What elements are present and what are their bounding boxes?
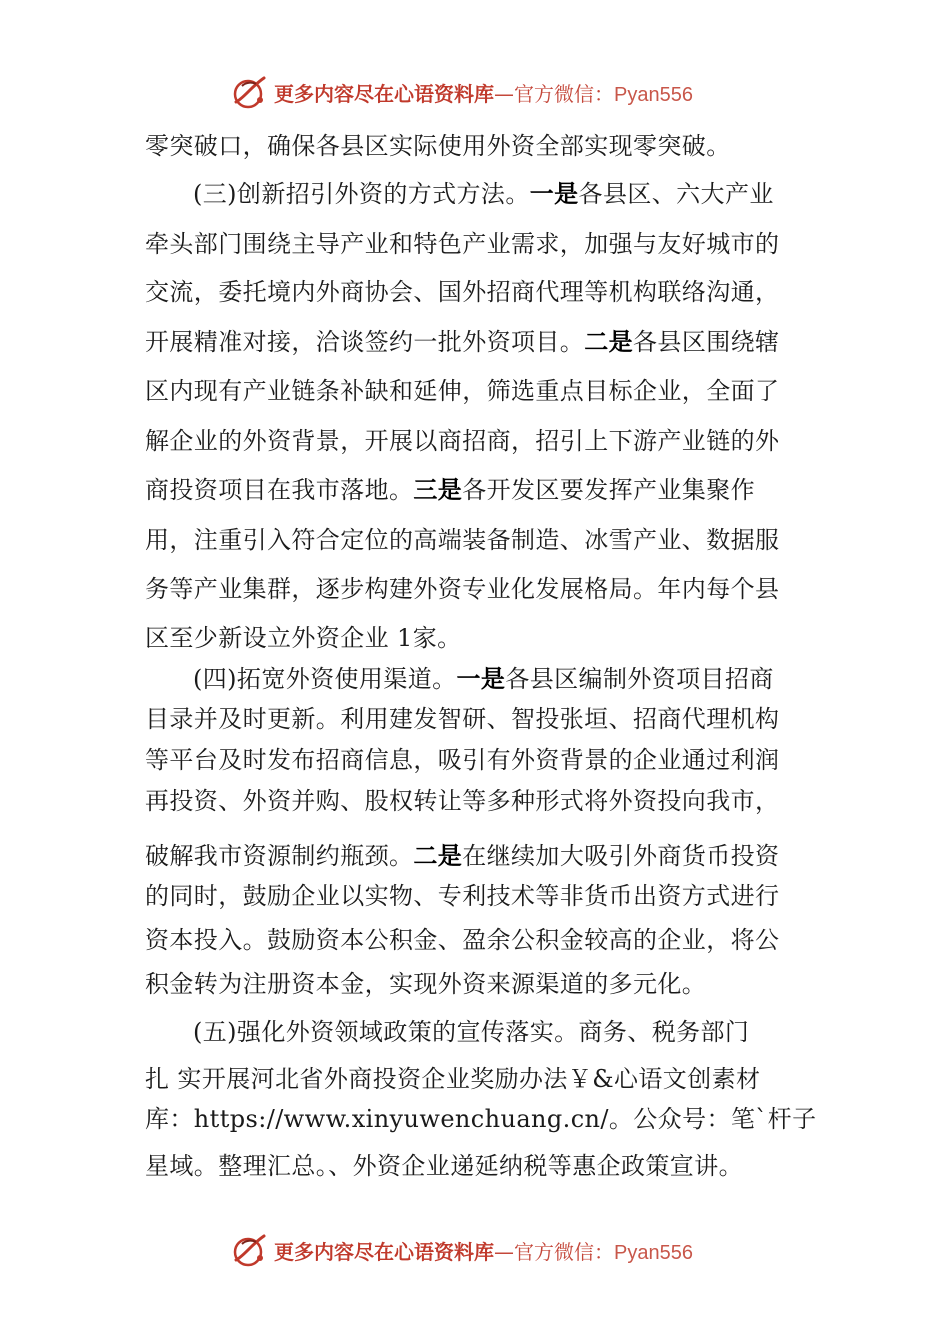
text-line-8: 商投资项目在我市落地。三是各开发区要发挥产业集聚作 [145,476,756,504]
watermark-text [274,1236,693,1265]
text-line-20: (五)强化外资领域政策的宣传落实。商务、税务部门 [193,1018,750,1046]
watermark-strong: 更多内容尽在心语资料库 [274,81,494,106]
watermark-id: Pyan556 [614,83,693,106]
text-line-10: 务等产业集群，逐步构建外资专业化发展格局。年内每个县 [145,575,780,603]
text-line-18: 资本投入。鼓励资本公积金、盈余公积金较高的企业，将公 [145,926,780,954]
text-line-21: 扎 实开展河北省外商投资企业奖励办法￥&心语文创素材 [145,1065,761,1093]
text-line-19: 积金转为注册资本金，实现外资来源渠道的多元化。 [145,970,707,998]
watermark-strong: 更多内容尽在心语资料库 [274,1239,494,1264]
text-line-12: (四)拓宽外资使用渠道。一是各县区编制外资项目招商 [193,665,774,693]
emphasis: 一是 [529,180,579,208]
emphasis: 二是 [413,842,463,870]
watermark-logo-icon [230,1230,270,1270]
watermark-logo-icon [230,72,270,112]
text-line-9: 用，注重引入符合定位的高端装备制造、冰雪产业、数据服 [145,526,780,554]
watermark-dash: —官方微信： [494,1239,614,1264]
text-line-7: 解企业的外资背景，开展以商招商，招引上下游产业链的外 [145,427,780,455]
text-line-11: 区至少新设立外资企业 1家。 [145,624,462,652]
text-line-13: 目录并及时更新。利用建发智研、智投张垣、招商代理机构 [145,705,780,733]
text-line-17: 的同时，鼓励企业以实物、专利技术等非货币出资方式进行 [145,882,780,910]
text-line-6: 区内现有产业链条补缺和延伸，筛选重点目标企业，全面了 [145,377,780,405]
emphasis: 二是 [584,328,634,356]
text-line-22: 库：https://www.xinyuwenchuang.cn/。公众号：笔`杆子 [145,1105,817,1133]
text-line-1: 零突破口，确保各县区实际使用外资全部实现零突破。 [145,132,731,160]
emphasis: 三是 [413,476,463,504]
watermark-id: Pyan556 [614,1241,693,1264]
text-line-3: 牵头部门围绕主导产业和特色产业需求，加强与友好城市的 [145,230,780,258]
text-line-23: 星域。整理汇总。、外资企业递延纳税等惠企政策宣讲。 [145,1152,743,1180]
text-line-16: 破解我市资源制约瓶颈。二是在继续加大吸引外商货币投资 [145,842,780,870]
watermark-dash: —官方微信： [494,81,614,106]
watermark-text [274,78,693,107]
text-line-15: 再投资、外资并购、股权转让等多种形式将外资投向我市， [145,787,780,815]
footer-watermark [230,1230,750,1270]
text-line-14: 等平台及时发布招商信息，吸引有外资背景的企业通过利润 [145,746,780,774]
text-line-2: (三)创新招引外资的方式方法。一是各县区、六大产业 [193,180,774,208]
text-line-4: 交流，委托境内外商协会、国外招商代理等机构联络沟通， [145,278,780,306]
header-watermark [230,72,750,112]
text-line-5: 开展精准对接，洽谈签约一批外资项目。二是各县区围绕辖 [145,328,780,356]
emphasis: 一是 [456,665,506,693]
